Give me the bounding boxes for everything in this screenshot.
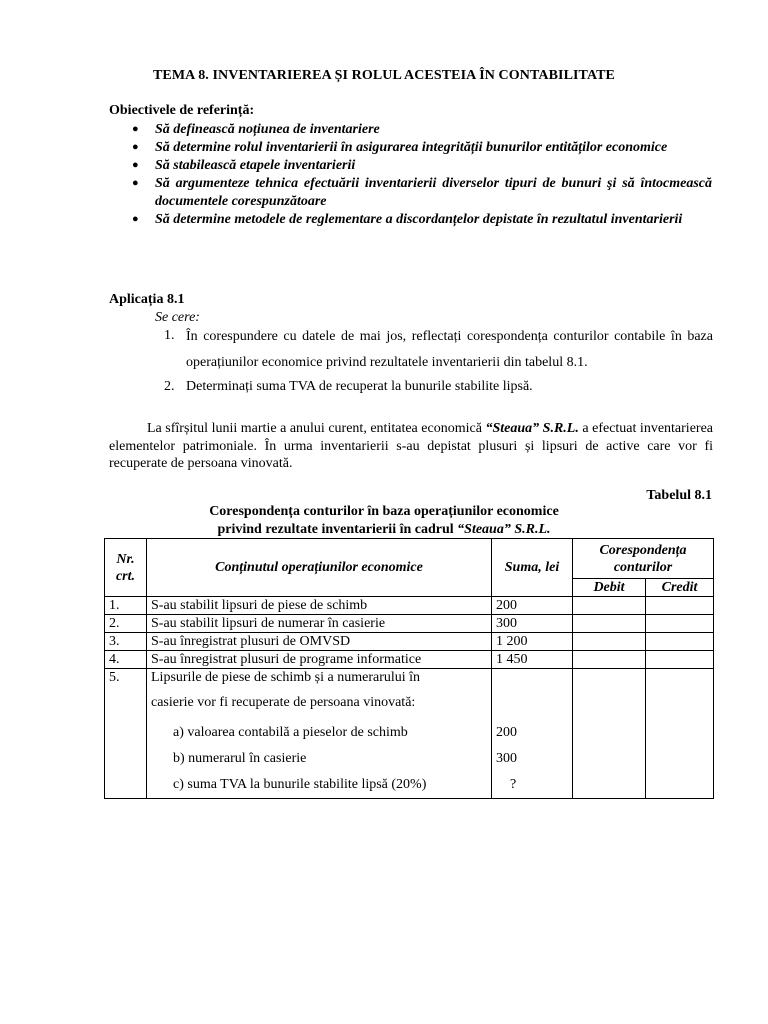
row5-suma-a: 200: [496, 725, 517, 740]
cell-credit: [646, 597, 714, 615]
requirement-item: [164, 379, 714, 399]
table-label: Tabelul 8.1: [646, 488, 712, 503]
row5-sub-b: b) numerarul în casierie: [173, 751, 307, 766]
company-name: “Steaua” S.R.L.: [485, 421, 579, 436]
requirement-text: În corespundere cu datele de mai jos, reflectați corespondența conturilor contabile în baza operațiunilor economice privind rezultatele inventarierii din tabelul 8.1.: [186, 329, 713, 370]
cell-nr: 5.: [105, 669, 147, 799]
header-credit: Credit: [646, 579, 714, 597]
header-corespondenta: Corespondența conturilor: [573, 539, 714, 579]
cell-suma: 200: [492, 597, 573, 615]
caption-company: “Steaua” S.R.L.: [457, 521, 551, 537]
row5-line: Lipsurile de piese de schimb și a numerarului în: [151, 670, 421, 685]
requirement-item: [164, 328, 714, 378]
objective-item: [132, 175, 712, 210]
row5-suma-c: ?: [510, 777, 517, 792]
objectives-list: [132, 121, 712, 229]
bullet-icon: ●: [132, 177, 139, 189]
table-row: [105, 669, 714, 799]
cell-content: S-au înregistrat plusuri de programe informatice: [147, 651, 492, 669]
cell-debit: [573, 597, 646, 615]
caption-line: [0, 521, 768, 539]
table-header-row: [105, 539, 714, 579]
application-title: Aplicația 8.1: [109, 292, 185, 307]
cell-nr: 4.: [105, 651, 147, 669]
bullet-icon: ●: [132, 159, 139, 171]
header-debit: Debit: [573, 579, 646, 597]
requirement-number: 1.: [164, 328, 175, 343]
cell-credit: [646, 633, 714, 651]
caption-line: Corespondența conturilor în baza operațiunilor economice: [209, 504, 559, 519]
document-title: TEMA 8. INVENTARIEREA ȘI ROLUL ACESTEIA ÎN CONTABILITATE: [152, 68, 615, 83]
header-nr: Nr. crt.: [105, 539, 147, 597]
cell-debit: [573, 615, 646, 633]
table-row: [105, 597, 714, 615]
row5-suma-b: 300: [496, 751, 517, 766]
requirement-text: Determinați suma TVA de recuperat la bunurile stabilite lipsă.: [186, 379, 533, 394]
cell-credit: [646, 651, 714, 669]
case-paragraph: [109, 420, 713, 473]
bullet-icon: ●: [132, 141, 139, 153]
bullet-icon: ●: [132, 123, 139, 135]
objective-text: Să determine rolul inventarierii în asigurarea integrității bunurilor entităților economice: [155, 140, 668, 155]
objective-item: [132, 157, 712, 175]
paragraph-text: La sfîrșitul lunii martie a anului curent, entitatea economică: [147, 421, 486, 436]
objective-text: Să definească noțiunea de inventariere: [155, 122, 380, 137]
bullet-icon: ●: [132, 212, 139, 225]
operations-table: [104, 538, 714, 799]
row5-sub-a: a) valoarea contabilă a pieselor de schimb: [173, 725, 408, 740]
cell-debit: [573, 669, 646, 799]
cell-suma: 1 200: [492, 633, 573, 651]
cell-credit: [646, 615, 714, 633]
cell-nr: 2.: [105, 615, 147, 633]
table-row: [105, 651, 714, 669]
objective-item: [132, 139, 712, 157]
objective-text: Să stabilească etapele inventarierii: [155, 158, 356, 173]
cell-content: S-au înregistrat plusuri de OMVSD: [147, 633, 492, 651]
table-row: [105, 633, 714, 651]
cell-suma: 1 450: [492, 651, 573, 669]
objectives-heading: Obiectivele de referință:: [109, 103, 255, 118]
row5-sub-c: c) suma TVA la bunurile stabilite lipsă (20%): [173, 777, 427, 792]
header-content: Conținutul operațiunilor economice: [147, 539, 492, 597]
row5-line: casierie vor fi recuperate de persoana vinovată:: [151, 695, 416, 710]
cell-content: S-au stabilit lipsuri de numerar în casierie: [147, 615, 492, 633]
cell-debit: [573, 651, 646, 669]
cell-debit: [573, 633, 646, 651]
paragraph-text: a efectuat inventarierea elementelor patrimoniale. În urma inventarierii s-au depistat plusuri și lipsuri de active care vor fi recuperate de persoana vinovată.: [109, 421, 713, 471]
table-row: [105, 615, 714, 633]
cell-nr: 3.: [105, 633, 147, 651]
objective-item: [132, 121, 712, 139]
cell-suma: [492, 669, 573, 799]
cell-suma: 300: [492, 615, 573, 633]
table-caption: [0, 503, 768, 538]
cell-content: [147, 669, 492, 799]
requirement-number: 2.: [164, 379, 175, 394]
cell-nr: 1.: [105, 597, 147, 615]
objective-item: [132, 211, 712, 229]
requirements-label: Se cere:: [155, 310, 200, 325]
objective-text: Să determine metodele de reglementare a discordanțelor depistate în rezultatul inventarierii: [155, 211, 683, 227]
cell-credit: [646, 669, 714, 799]
caption-text: privind rezultate inventarierii în cadrul: [217, 521, 458, 537]
objective-text: Să argumenteze tehnica efectuării inventarierii diverselor tipuri de bunuri şi să întocmească documentele corespunzătoare: [155, 176, 712, 209]
header-suma: Suma, lei: [492, 539, 573, 597]
cell-content: S-au stabilit lipsuri de piese de schimb: [147, 597, 492, 615]
